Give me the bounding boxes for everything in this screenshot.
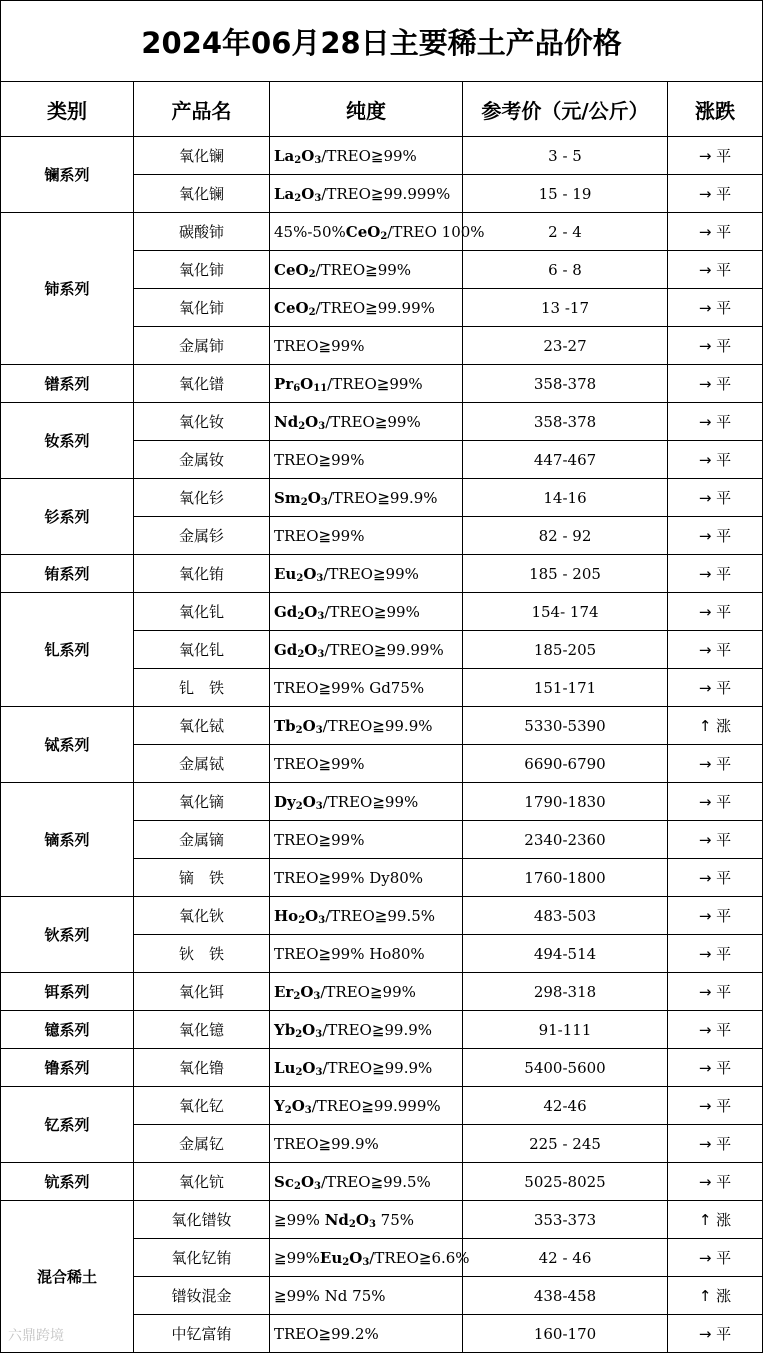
- purity-segment: CeO: [274, 298, 309, 317]
- purity-segment: /TREO≧99%: [320, 982, 416, 1001]
- purity-segment: Gd: [274, 602, 298, 621]
- purity-segment: O: [302, 792, 316, 811]
- purity-segment: /TREO≧99.9%: [327, 488, 438, 507]
- purity-segment: /TREO≧6.6%: [369, 1248, 470, 1267]
- purity-segment: 3: [315, 800, 323, 812]
- purity-cell: [270, 1125, 463, 1163]
- title-row: [1, 1, 763, 82]
- trend-cell: → 平: [668, 1239, 763, 1277]
- price-cell: 438-458: [463, 1277, 668, 1315]
- price-cell: 358-378: [463, 365, 668, 403]
- product-name-cell: 钆 铁: [134, 669, 270, 707]
- purity-segment: /TREO≧99.9%: [322, 1058, 433, 1077]
- category-cell: 钐系列: [1, 479, 134, 555]
- purity-cell: [270, 289, 463, 327]
- price-cell: 42 - 46: [463, 1239, 668, 1277]
- trend-cell: → 平: [668, 631, 763, 669]
- purity-segment: 45%-50%: [274, 222, 346, 241]
- purity-segment: 2: [297, 610, 305, 622]
- category-cell: 镨系列: [1, 365, 134, 403]
- table-row: [1, 365, 763, 403]
- price-cell: 1760-1800: [463, 859, 668, 897]
- purity-segment: 3: [318, 914, 326, 926]
- product-name-cell: 金属铈: [134, 327, 270, 365]
- trend-cell: → 平: [668, 973, 763, 1011]
- table-row: [1, 479, 763, 517]
- price-cell: 160-170: [463, 1315, 668, 1353]
- table-row: [1, 1011, 763, 1049]
- purity-segment: 2: [298, 420, 306, 432]
- purity-segment: 2: [300, 496, 308, 508]
- purity-segment: TREO≧99%: [274, 336, 365, 355]
- purity-segment: 2: [293, 1180, 301, 1192]
- category-cell: 钕系列: [1, 403, 134, 479]
- price-cell: 483-503: [463, 897, 668, 935]
- purity-segment: 3: [304, 1104, 312, 1116]
- product-name-cell: 氧化钐: [134, 479, 270, 517]
- price-cell: 91-111: [463, 1011, 668, 1049]
- product-name-cell: 氧化钇铕: [134, 1239, 270, 1277]
- product-name-cell: 氧化镱: [134, 1011, 270, 1049]
- purity-segment: /TREO≧99.99%: [324, 640, 444, 659]
- product-name-cell: 氧化镝: [134, 783, 270, 821]
- table-row: [1, 593, 763, 631]
- product-name-cell: 氧化钪: [134, 1163, 270, 1201]
- purity-segment: 6: [293, 382, 301, 394]
- purity-segment: /TREO≧99.99%: [315, 298, 435, 317]
- purity-segment: CeO: [345, 222, 381, 241]
- purity-segment: 2: [380, 230, 388, 242]
- purity-segment: 3: [362, 1256, 370, 1268]
- product-name-cell: 氧化铽: [134, 707, 270, 745]
- price-cell: 154- 174: [463, 593, 668, 631]
- purity-segment: TREO≧99% Gd75%: [274, 678, 425, 697]
- purity-cell: [270, 821, 463, 859]
- table-row: [1, 555, 763, 593]
- purity-cell: [270, 973, 463, 1011]
- trend-cell: → 平: [668, 1125, 763, 1163]
- purity-segment: O: [349, 1248, 363, 1267]
- trend-cell: → 平: [668, 1011, 763, 1049]
- product-name-cell: 金属镝: [134, 821, 270, 859]
- purity-segment: O: [302, 716, 316, 735]
- purity-segment: ≧99%: [274, 1210, 325, 1229]
- purity-segment: TREO≧99% Ho80%: [274, 944, 425, 963]
- category-cell: 铽系列: [1, 707, 134, 783]
- purity-segment: 3: [318, 420, 326, 432]
- purity-cell: [270, 859, 463, 897]
- header-purity: 纯度: [270, 82, 463, 137]
- purity-segment: O: [300, 374, 314, 393]
- product-name-cell: 氧化铈: [134, 251, 270, 289]
- price-cell: 1790-1830: [463, 783, 668, 821]
- price-cell: 3 - 5: [463, 137, 668, 175]
- purity-segment: 3: [314, 1180, 321, 1192]
- purity-segment: Ho: [274, 906, 299, 925]
- purity-segment: /TREO≧99%: [321, 146, 417, 165]
- trend-cell: → 平: [668, 327, 763, 365]
- purity-segment: Y: [274, 1096, 285, 1115]
- trend-cell: ↑ 涨: [668, 1277, 763, 1315]
- purity-cell: [270, 175, 463, 213]
- purity-segment: TREO≧99.9%: [274, 1134, 379, 1153]
- price-cell: 23-27: [463, 327, 668, 365]
- price-cell: 82 - 92: [463, 517, 668, 555]
- category-cell: 钇系列: [1, 1087, 134, 1163]
- purity-cell: [270, 631, 463, 669]
- trend-cell: → 平: [668, 1087, 763, 1125]
- product-name-cell: 氧化钇: [134, 1087, 270, 1125]
- purity-segment: Sm: [274, 488, 301, 507]
- purity-segment: 2: [295, 724, 303, 736]
- purity-segment: 3: [314, 154, 322, 166]
- trend-cell: → 平: [668, 859, 763, 897]
- purity-segment: Pr: [274, 374, 294, 393]
- purity-segment: Nd: [274, 412, 299, 431]
- page-title: 2024年06月28日主要稀土产品价格: [1, 1, 763, 82]
- purity-segment: /TREO≧99%: [327, 374, 423, 393]
- header-trend: 涨跌: [668, 82, 763, 137]
- product-name-cell: 金属钇: [134, 1125, 270, 1163]
- price-cell: 13 -17: [463, 289, 668, 327]
- product-name-cell: 氧化钕: [134, 403, 270, 441]
- purity-segment: O: [355, 1210, 369, 1229]
- trend-cell: → 平: [668, 175, 763, 213]
- purity-cell: [270, 1049, 463, 1087]
- purity-segment: TREO≧99% Dy80%: [274, 868, 424, 887]
- price-cell: 494-514: [463, 935, 668, 973]
- price-cell: 5025-8025: [463, 1163, 668, 1201]
- table-row: [1, 1201, 763, 1239]
- table-body: [1, 137, 763, 1353]
- price-cell: 185 - 205: [463, 555, 668, 593]
- purity-segment: TREO≧99%: [274, 450, 365, 469]
- purity-segment: O: [300, 982, 314, 1001]
- category-cell: 铈系列: [1, 213, 134, 365]
- purity-cell: [270, 897, 463, 935]
- purity-cell: [270, 669, 463, 707]
- purity-segment: 2: [284, 1104, 292, 1116]
- trend-cell: → 平: [668, 1049, 763, 1087]
- trend-cell: → 平: [668, 289, 763, 327]
- price-cell: 15 - 19: [463, 175, 668, 213]
- watermark: 六鼎跨境: [8, 1328, 64, 1344]
- price-cell: 14-16: [463, 479, 668, 517]
- purity-cell: [270, 935, 463, 973]
- price-cell: 6690-6790: [463, 745, 668, 783]
- table-row: [1, 707, 763, 745]
- table-row: [1, 137, 763, 175]
- product-name-cell: 氧化铈: [134, 289, 270, 327]
- purity-segment: 2: [295, 800, 303, 812]
- trend-cell: → 平: [668, 403, 763, 441]
- purity-segment: Eu: [274, 564, 297, 583]
- purity-cell: [270, 1201, 463, 1239]
- purity-segment: 3: [315, 724, 323, 736]
- purity-cell: [270, 479, 463, 517]
- purity-segment: 3: [313, 990, 321, 1002]
- purity-segment: 2: [296, 572, 304, 584]
- trend-cell: ↑ 涨: [668, 1201, 763, 1239]
- purity-segment: Tb: [274, 716, 296, 735]
- purity-segment: /TREO≧99%: [324, 602, 420, 621]
- purity-segment: /TREO≧99.5%: [320, 1172, 431, 1191]
- purity-cell: [270, 783, 463, 821]
- table-row: [1, 973, 763, 1011]
- table-row: [1, 897, 763, 935]
- purity-segment: Er: [274, 982, 294, 1001]
- product-name-cell: 中钇富铕: [134, 1315, 270, 1353]
- purity-cell: [270, 1239, 470, 1277]
- trend-cell: → 平: [668, 1163, 763, 1201]
- trend-cell: → 平: [668, 783, 763, 821]
- price-cell: 42-46: [463, 1087, 668, 1125]
- trend-cell: → 平: [668, 213, 763, 251]
- category-cell: 混合稀土: [1, 1201, 134, 1353]
- product-name-cell: 氧化镨钕: [134, 1201, 270, 1239]
- purity-segment: /TREO≧99%: [325, 412, 421, 431]
- product-name-cell: 金属铽: [134, 745, 270, 783]
- purity-cell: [270, 707, 463, 745]
- product-name-cell: 氧化铒: [134, 973, 270, 1011]
- purity-segment: 3: [320, 496, 328, 508]
- product-name-cell: 氧化铕: [134, 555, 270, 593]
- purity-segment: /TREO 100%: [387, 222, 485, 241]
- table-row: [1, 1049, 763, 1087]
- purity-segment: 2: [294, 192, 302, 204]
- product-name-cell: 氧化镨: [134, 365, 270, 403]
- purity-segment: O: [303, 564, 317, 583]
- price-cell: 298-318: [463, 973, 668, 1011]
- trend-cell: → 平: [668, 745, 763, 783]
- table-row: [1, 213, 763, 251]
- price-cell: 5330-5390: [463, 707, 668, 745]
- purity-segment: O: [302, 1020, 316, 1039]
- purity-segment: /TREO≧99%: [323, 564, 419, 583]
- price-cell: 6 - 8: [463, 251, 668, 289]
- purity-segment: 3: [368, 1218, 376, 1230]
- purity-segment: /TREO≧99.9%: [322, 716, 433, 735]
- purity-segment: TREO≧99.2%: [274, 1324, 379, 1343]
- purity-segment: La: [274, 146, 295, 165]
- purity-cell: [270, 137, 463, 175]
- product-name-cell: 镝 铁: [134, 859, 270, 897]
- trend-cell: → 平: [668, 897, 763, 935]
- category-cell: 镝系列: [1, 783, 134, 897]
- purity-cell: [270, 517, 463, 555]
- purity-cell: [270, 745, 463, 783]
- purity-cell: [270, 441, 463, 479]
- category-cell: 铒系列: [1, 973, 134, 1011]
- purity-cell: [270, 403, 463, 441]
- product-name-cell: 碳酸铈: [134, 213, 270, 251]
- purity-segment: Yb: [274, 1020, 296, 1039]
- table-row: [1, 1163, 763, 1201]
- purity-segment: 2: [297, 648, 305, 660]
- purity-segment: 3: [315, 1028, 323, 1040]
- price-cell: 2340-2360: [463, 821, 668, 859]
- purity-segment: TREO≧99%: [274, 830, 365, 849]
- trend-cell: → 平: [668, 137, 763, 175]
- purity-cell: [270, 1315, 463, 1353]
- purity-segment: 2: [294, 154, 302, 166]
- purity-segment: Sc: [274, 1172, 294, 1191]
- trend-cell: → 平: [668, 479, 763, 517]
- purity-segment: Gd: [274, 640, 298, 659]
- table-row: [1, 403, 763, 441]
- purity-segment: 3: [317, 648, 325, 660]
- product-name-cell: 金属钕: [134, 441, 270, 479]
- purity-cell: [270, 1087, 463, 1125]
- purity-cell: [270, 555, 463, 593]
- purity-segment: La: [274, 184, 295, 203]
- trend-cell: → 平: [668, 555, 763, 593]
- purity-segment: O: [304, 640, 318, 659]
- purity-segment: /TREO≧99.5%: [325, 906, 436, 925]
- trend-cell: → 平: [668, 821, 763, 859]
- purity-segment: Nd: [324, 1210, 349, 1229]
- purity-segment: 3: [314, 192, 322, 204]
- purity-segment: O: [291, 1096, 305, 1115]
- category-cell: 镥系列: [1, 1049, 134, 1087]
- trend-cell: → 平: [668, 935, 763, 973]
- purity-segment: 2: [295, 1066, 303, 1078]
- purity-segment: /TREO≧99%: [322, 792, 419, 811]
- purity-segment: 3: [316, 572, 324, 584]
- purity-segment: /TREO≧99.999%: [321, 184, 451, 203]
- purity-segment: 75%: [375, 1210, 415, 1229]
- category-cell: 钪系列: [1, 1163, 134, 1201]
- purity-segment: 2: [308, 268, 316, 280]
- purity-segment: O: [301, 184, 315, 203]
- category-cell: 钬系列: [1, 897, 134, 973]
- purity-segment: /TREO≧99.9%: [322, 1020, 433, 1039]
- price-cell: 5400-5600: [463, 1049, 668, 1087]
- purity-cell: [270, 593, 463, 631]
- price-cell: 2 - 4: [463, 213, 668, 251]
- purity-segment: /TREO≧99%: [315, 260, 412, 279]
- table-row: [1, 783, 763, 821]
- purity-cell: [270, 213, 485, 251]
- purity-segment: O: [300, 1172, 315, 1191]
- price-cell: 447-467: [463, 441, 668, 479]
- trend-cell: ↑ 涨: [668, 707, 763, 745]
- price-cell: 358-378: [463, 403, 668, 441]
- product-name-cell: 氧化镥: [134, 1049, 270, 1087]
- product-name-cell: 氧化镧: [134, 175, 270, 213]
- purity-segment: 11: [313, 382, 328, 394]
- purity-cell: [270, 327, 463, 365]
- header-row: [1, 82, 763, 137]
- purity-segment: 3: [317, 610, 325, 622]
- header-category: 类别: [1, 82, 134, 137]
- trend-cell: → 平: [668, 517, 763, 555]
- purity-cell: [270, 1163, 463, 1201]
- trend-cell: → 平: [668, 669, 763, 707]
- purity-segment: Dy: [274, 792, 296, 811]
- purity-segment: 2: [293, 990, 301, 1002]
- price-cell: 151-171: [463, 669, 668, 707]
- purity-cell: [270, 365, 463, 403]
- price-cell: 353-373: [463, 1201, 668, 1239]
- product-name-cell: 氧化钬: [134, 897, 270, 935]
- purity-segment: 2: [348, 1218, 356, 1230]
- product-name-cell: 氧化镧: [134, 137, 270, 175]
- purity-segment: Lu: [274, 1058, 296, 1077]
- category-cell: 铕系列: [1, 555, 134, 593]
- purity-segment: TREO≧99%: [274, 526, 365, 545]
- purity-segment: 2: [295, 1028, 303, 1040]
- price-cell: 225 - 245: [463, 1125, 668, 1163]
- purity-segment: O: [307, 488, 321, 507]
- trend-cell: → 平: [668, 441, 763, 479]
- purity-segment: /TREO≧99.999%: [311, 1096, 441, 1115]
- purity-segment: Eu: [319, 1248, 343, 1267]
- trend-cell: → 平: [668, 1315, 763, 1353]
- purity-segment: 2: [342, 1256, 350, 1268]
- purity-segment: ≧99%: [274, 1248, 320, 1267]
- product-name-cell: 镨钕混金: [134, 1277, 270, 1315]
- purity-cell: [270, 1277, 463, 1315]
- purity-cell: [270, 1011, 463, 1049]
- category-cell: 镱系列: [1, 1011, 134, 1049]
- purity-segment: 2: [308, 306, 316, 318]
- trend-cell: → 平: [668, 251, 763, 289]
- product-name-cell: 钬 铁: [134, 935, 270, 973]
- category-cell: 钆系列: [1, 593, 134, 707]
- purity-segment: 3: [315, 1066, 323, 1078]
- product-name-cell: 金属钐: [134, 517, 270, 555]
- purity-cell: [270, 251, 463, 289]
- table-row: [1, 1087, 763, 1125]
- trend-cell: → 平: [668, 593, 763, 631]
- purity-segment: O: [304, 602, 318, 621]
- header-price: 参考价（元/公斤）: [463, 82, 668, 137]
- purity-segment: CeO: [274, 260, 309, 279]
- purity-segment: O: [302, 1058, 316, 1077]
- price-cell: 185-205: [463, 631, 668, 669]
- purity-segment: 2: [298, 914, 306, 926]
- purity-segment: O: [301, 146, 315, 165]
- trend-cell: → 平: [668, 365, 763, 403]
- category-cell: 镧系列: [1, 137, 134, 213]
- purity-segment: O: [305, 412, 319, 431]
- product-name-cell: 氧化钆: [134, 631, 270, 669]
- purity-segment: O: [305, 906, 319, 925]
- header-product: 产品名: [134, 82, 270, 137]
- purity-segment: ≧99% Nd 75%: [274, 1286, 386, 1305]
- purity-segment: TREO≧99%: [274, 754, 365, 773]
- product-name-cell: 氧化钆: [134, 593, 270, 631]
